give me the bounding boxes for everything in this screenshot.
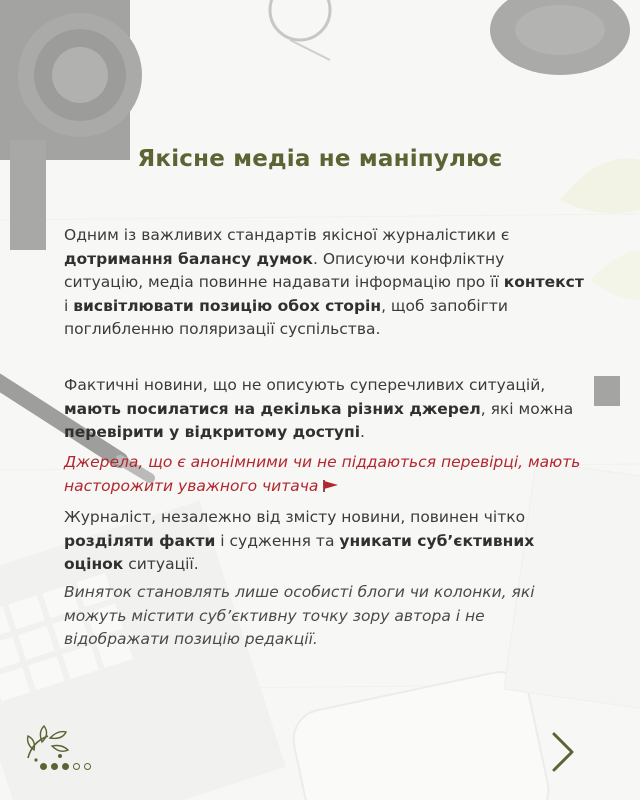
page-dot[interactable] xyxy=(51,763,58,770)
paragraph-warning xyxy=(64,451,584,498)
text-fragment: Журналіст, незалежно від змісту новини, повинен чітко xyxy=(64,508,526,526)
text-fragment: , щоб запобігти поглибленню поляризації суспільства. xyxy=(64,296,508,338)
text-fragment: і xyxy=(64,296,74,315)
bold-fragment: контекст xyxy=(503,273,584,291)
page-dot-current[interactable] xyxy=(62,763,69,770)
page-dot[interactable] xyxy=(40,763,47,770)
page-dot[interactable] xyxy=(84,763,91,770)
bold-fragment: мають посилатися на декілька різних джерел xyxy=(64,399,481,418)
bold-fragment: висвітлювати позицію обох сторін xyxy=(73,296,382,315)
page-dot[interactable] xyxy=(73,763,80,770)
red-flag-icon xyxy=(322,479,340,493)
text-fragment: . Описуючи конфліктну ситуацію, медіа повинне надавати інформацію про її xyxy=(64,249,505,291)
pagination-dots xyxy=(40,763,91,770)
warning-text: Джерела, що є анонімними чи не піддаються перевірці, мають насторожити уважного читача xyxy=(64,453,581,495)
paragraph-facts xyxy=(64,506,584,577)
text-fragment: Фактичні новини, що не описують суперечливих ситуацій, xyxy=(64,376,546,394)
paragraph-exception: Виняток становлять лише особисті блоги чи колонки, які можуть містити суб’єктивну точку зору автора і не відображати позицію редакції. xyxy=(64,583,535,648)
text-fragment: Одним із важливих стандартів якісної журналістики є xyxy=(64,226,510,244)
text-fragment: , які можна xyxy=(480,399,574,418)
text-fragment: і судження та xyxy=(215,531,340,550)
bold-fragment: перевірити у відкритому доступі xyxy=(64,423,361,441)
paragraph-balance xyxy=(64,224,584,342)
bold-fragment: уникати суб’єктивних оцінок xyxy=(64,531,535,573)
bold-fragment: розділяти факти xyxy=(64,531,216,550)
leaf-logo-icon xyxy=(22,724,74,764)
bold-fragment: дотримання балансу думок xyxy=(64,249,313,268)
text-fragment: . xyxy=(360,423,365,441)
page-title: Якісне медіа не маніпулює xyxy=(137,146,503,172)
paragraph-sources xyxy=(64,374,584,445)
next-slide-chevron-icon[interactable] xyxy=(546,730,580,774)
text-fragment: ситуації. xyxy=(123,555,199,573)
